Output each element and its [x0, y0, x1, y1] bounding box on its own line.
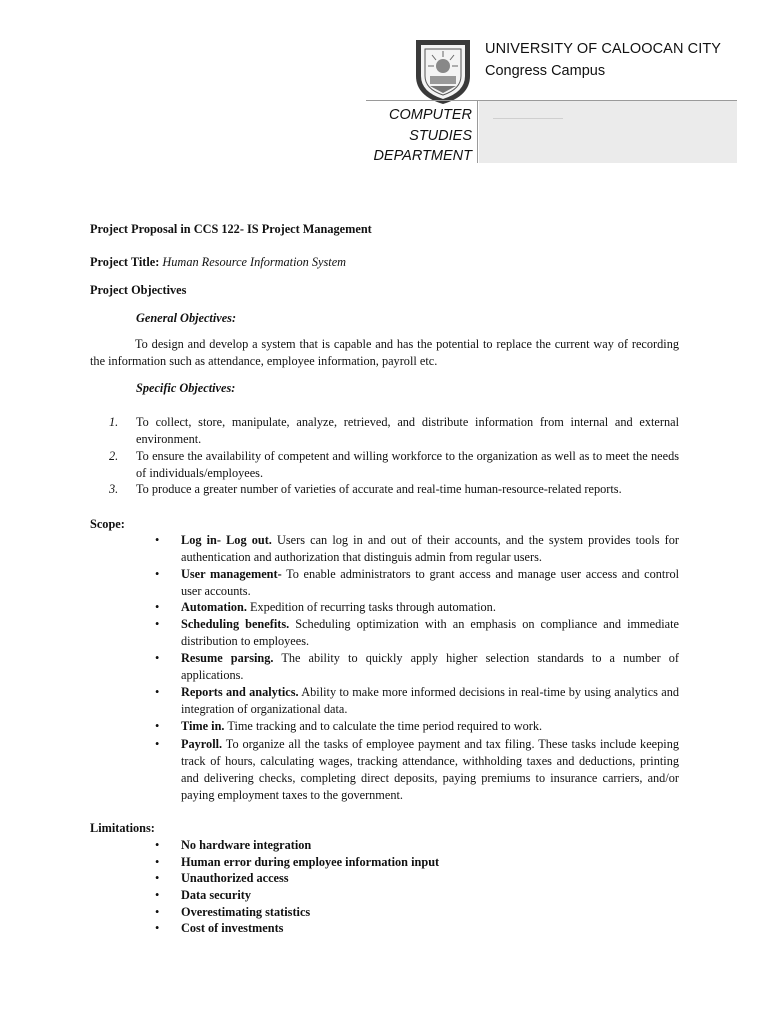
general-objectives-paragraph: To design and develop a system that is capable and has the potential to replace the current way of recording the information such as attendance, employee information, payroll etc. — [90, 337, 679, 368]
list-item: 1. To collect, store, manipulate, analyze, retrieved, and distribute information from internal and external environment. — [109, 415, 679, 446]
list-item: • Automation. Expedition of recurring tasks through automation. — [155, 600, 496, 614]
list-item: 2. To ensure the availability of competent and willing workforce to the organization as well as to meet the needs of individuals/employees. — [109, 449, 679, 480]
list-item: • Data security — [155, 888, 252, 902]
project-title: Project Title: Human Resource Information System — [90, 255, 347, 269]
list-item: • Time in. Time tracking and to calculate the time period required to work. — [155, 719, 543, 733]
list-item: • Payroll. To organize all the tasks of employee payment and tax filing. These tasks include keeping track of hours, calculating wages, tracking attendance, withholding taxes and deductions, printing and delivering checks, completing direct deposits, paying premiums to insurance carriers, and/or paying employment taxes to the government. — [155, 737, 679, 802]
proposal-heading: Project Proposal in CCS 122- IS Project Management — [90, 222, 372, 236]
list-item: • Log in- Log out. Users can log in and out of their accounts, and the system provides tools for authentication and authorization that distinguis admin from regular users. — [155, 533, 679, 564]
scope-heading: Scope: — [90, 517, 125, 531]
list-item: 3. To produce a greater number of varieties of accurate and real-time human-resource-related reports. — [109, 482, 622, 496]
header-gray-panel — [479, 101, 737, 163]
campus-name: Congress Campus — [485, 63, 606, 79]
list-item: • Human error during employee information input — [155, 855, 440, 869]
university-seal-logo — [412, 36, 474, 106]
specific-objectives-heading: Specific Objectives: — [136, 381, 236, 395]
list-item: • User management- To enable administrators to grant access and manage user access and control user accounts. — [155, 567, 680, 598]
limitations-heading: Limitations: — [90, 821, 155, 835]
university-name: UNIVERSITY OF CALOOCAN CITY — [485, 41, 722, 57]
list-item: • Reports and analytics. Ability to make more informed decisions in real-time by using analytics and integration of organizational data. — [155, 685, 680, 716]
header-divider — [477, 101, 478, 163]
objectives-heading: Project Objectives — [90, 283, 187, 297]
list-item: • Cost of investments — [155, 921, 284, 935]
general-objectives-heading: General Objectives: — [136, 311, 237, 325]
list-item: • Overestimating statistics — [155, 905, 311, 919]
list-item: • No hardware integration — [155, 838, 312, 852]
department-label: COMPUTER STUDIES DEPARTMENT — [373, 107, 472, 164]
list-item: • Unauthorized access — [155, 871, 289, 885]
list-item: • Resume parsing. The ability to quickly apply higher selection standards to a number of applications. — [155, 651, 679, 682]
list-item: • Scheduling benefits. Scheduling optimization with an emphasis on compliance and immediate distribution to employees. — [155, 617, 679, 648]
